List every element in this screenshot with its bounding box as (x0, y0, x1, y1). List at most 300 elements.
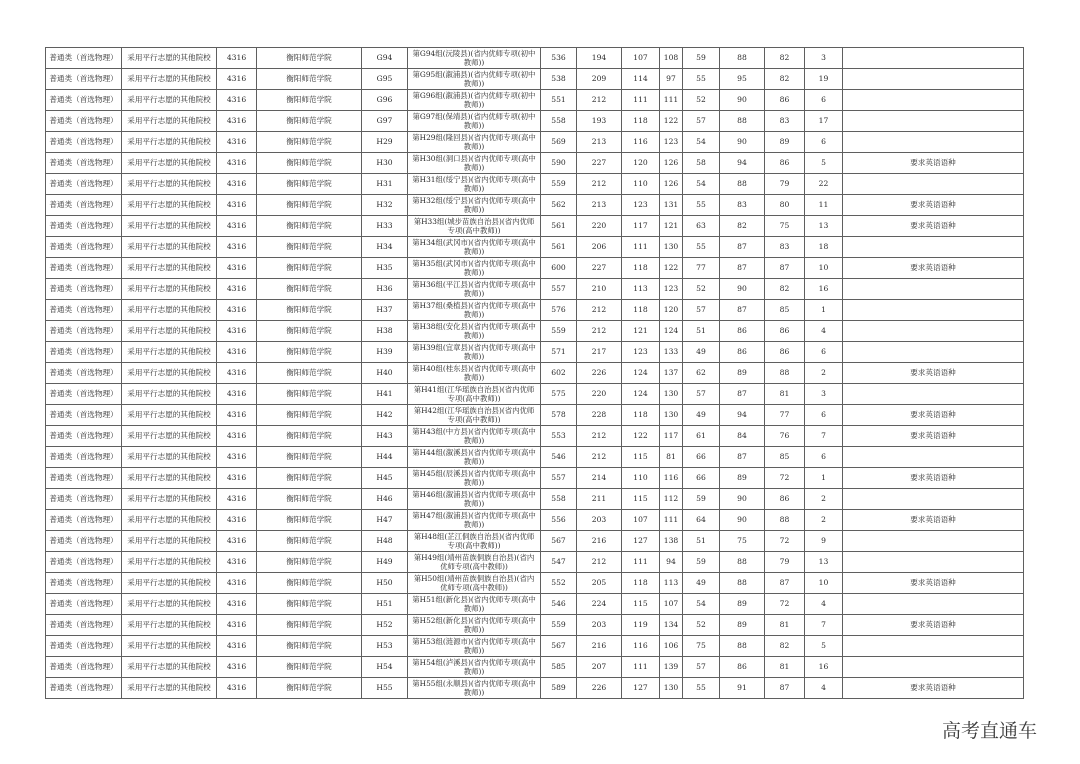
category-cell: 普通类（首选物理） (46, 615, 122, 636)
score-d-cell: 57 (683, 657, 720, 678)
school-name-cell: 衡阳师范学院 (257, 279, 362, 300)
group-code-cell: H54 (362, 657, 408, 678)
note-cell: 要求英语语种 (843, 195, 1024, 216)
score-d-cell: 57 (683, 111, 720, 132)
category-cell: 普通类（首选物理） (46, 510, 122, 531)
group-code-cell: G94 (362, 48, 408, 69)
category-cell: 普通类（首选物理） (46, 468, 122, 489)
note-cell (843, 321, 1024, 342)
note-cell (843, 636, 1024, 657)
school-name-cell: 衡阳师范学院 (257, 111, 362, 132)
score-c-cell: 106 (660, 636, 683, 657)
score-b-cell: 107 (622, 510, 660, 531)
batch-cell: 采用平行志愿的其他院校 (122, 279, 217, 300)
group-name-cell: 第H33组(城步苗族自治县)(省内优师专项(高中教师)) (408, 216, 541, 237)
count-cell: 3 (805, 384, 843, 405)
score-b-cell: 122 (622, 426, 660, 447)
score-f-cell: 72 (765, 594, 805, 615)
score-e-cell: 94 (720, 405, 765, 426)
batch-cell: 采用平行志愿的其他院校 (122, 342, 217, 363)
school-code-cell: 4316 (217, 447, 257, 468)
score-f-cell: 85 (765, 300, 805, 321)
group-name-cell: 第H39组(宜章县)(省内优师专项(高中教师)) (408, 342, 541, 363)
score-d-cell: 52 (683, 615, 720, 636)
total-score-cell: 567 (541, 636, 577, 657)
score-b-cell: 118 (622, 258, 660, 279)
score-b-cell: 110 (622, 174, 660, 195)
school-name-cell: 衡阳师范学院 (257, 321, 362, 342)
total-score-cell: 553 (541, 426, 577, 447)
score-b-cell: 118 (622, 405, 660, 426)
batch-cell: 采用平行志愿的其他院校 (122, 510, 217, 531)
group-code-cell: H47 (362, 510, 408, 531)
school-code-cell: 4316 (217, 594, 257, 615)
score-c-cell: 131 (660, 195, 683, 216)
note-cell (843, 174, 1024, 195)
group-code-cell: H49 (362, 552, 408, 573)
category-cell: 普通类（首选物理） (46, 111, 122, 132)
group-code-cell: H29 (362, 132, 408, 153)
school-name-cell: 衡阳师范学院 (257, 363, 362, 384)
total-score-cell: 546 (541, 594, 577, 615)
category-cell: 普通类（首选物理） (46, 153, 122, 174)
category-cell: 普通类（首选物理） (46, 594, 122, 615)
note-cell (843, 594, 1024, 615)
table-row (46, 363, 1024, 384)
group-name-cell: 第H45组(辰溪县)(省内优师专项(高中教师)) (408, 468, 541, 489)
count-cell: 3 (805, 48, 843, 69)
score-c-cell: 123 (660, 132, 683, 153)
score-e-cell: 83 (720, 195, 765, 216)
score-d-cell: 75 (683, 636, 720, 657)
table-row (46, 510, 1024, 531)
score-a-cell: 212 (577, 174, 622, 195)
score-e-cell: 87 (720, 237, 765, 258)
score-b-cell: 124 (622, 363, 660, 384)
table-row (46, 90, 1024, 111)
score-f-cell: 87 (765, 258, 805, 279)
score-c-cell: 123 (660, 279, 683, 300)
category-cell: 普通类（首选物理） (46, 489, 122, 510)
score-f-cell: 86 (765, 153, 805, 174)
total-score-cell: 551 (541, 90, 577, 111)
school-code-cell: 4316 (217, 468, 257, 489)
note-cell: 要求英语语种 (843, 216, 1024, 237)
school-code-cell: 4316 (217, 426, 257, 447)
school-code-cell: 4316 (217, 678, 257, 699)
total-score-cell: 557 (541, 468, 577, 489)
school-name-cell: 衡阳师范学院 (257, 384, 362, 405)
score-c-cell: 94 (660, 552, 683, 573)
batch-cell: 采用平行志愿的其他院校 (122, 174, 217, 195)
score-c-cell: 124 (660, 321, 683, 342)
group-name-cell: 第H53组(涟源市)(省内优师专项(高中教师)) (408, 636, 541, 657)
total-score-cell: 571 (541, 342, 577, 363)
school-code-cell: 4316 (217, 321, 257, 342)
count-cell: 16 (805, 279, 843, 300)
score-c-cell: 97 (660, 69, 683, 90)
count-cell: 6 (805, 342, 843, 363)
note-cell (843, 447, 1024, 468)
score-c-cell: 130 (660, 384, 683, 405)
score-f-cell: 79 (765, 174, 805, 195)
table-row (46, 174, 1024, 195)
category-cell: 普通类（首选物理） (46, 678, 122, 699)
total-score-cell: 589 (541, 678, 577, 699)
count-cell: 6 (805, 90, 843, 111)
category-cell: 普通类（首选物理） (46, 552, 122, 573)
score-f-cell: 82 (765, 48, 805, 69)
score-d-cell: 57 (683, 384, 720, 405)
category-cell: 普通类（首选物理） (46, 426, 122, 447)
group-code-cell: H32 (362, 195, 408, 216)
score-a-cell: 220 (577, 216, 622, 237)
table-row (46, 321, 1024, 342)
score-f-cell: 88 (765, 363, 805, 384)
count-cell: 6 (805, 447, 843, 468)
batch-cell: 采用平行志愿的其他院校 (122, 132, 217, 153)
score-d-cell: 66 (683, 468, 720, 489)
score-a-cell: 228 (577, 405, 622, 426)
group-name-cell: 第H35组(武冈市)(省内优师专项(高中教师)) (408, 258, 541, 279)
score-a-cell: 212 (577, 552, 622, 573)
score-e-cell: 90 (720, 489, 765, 510)
group-code-cell: G95 (362, 69, 408, 90)
table-row (46, 426, 1024, 447)
score-f-cell: 72 (765, 468, 805, 489)
group-code-cell: G97 (362, 111, 408, 132)
score-a-cell: 194 (577, 48, 622, 69)
score-c-cell: 130 (660, 237, 683, 258)
score-a-cell: 226 (577, 363, 622, 384)
score-b-cell: 117 (622, 216, 660, 237)
school-code-cell: 4316 (217, 195, 257, 216)
category-cell: 普通类（首选物理） (46, 90, 122, 111)
school-code-cell: 4316 (217, 174, 257, 195)
score-d-cell: 49 (683, 405, 720, 426)
group-code-cell: H38 (362, 321, 408, 342)
score-f-cell: 88 (765, 510, 805, 531)
score-d-cell: 51 (683, 531, 720, 552)
table-row (46, 132, 1024, 153)
category-cell: 普通类（首选物理） (46, 531, 122, 552)
group-name-cell: 第H52组(新化县)(省内优师专项(高中教师)) (408, 615, 541, 636)
category-cell: 普通类（首选物理） (46, 363, 122, 384)
table-row (46, 237, 1024, 258)
score-d-cell: 59 (683, 48, 720, 69)
score-e-cell: 89 (720, 594, 765, 615)
total-score-cell: 558 (541, 111, 577, 132)
note-cell (843, 69, 1024, 90)
table-row (46, 468, 1024, 489)
group-name-cell: 第H32组(绥宁县)(省内优师专项(高中教师)) (408, 195, 541, 216)
score-a-cell: 213 (577, 195, 622, 216)
note-cell (843, 489, 1024, 510)
batch-cell: 采用平行志愿的其他院校 (122, 237, 217, 258)
category-cell: 普通类（首选物理） (46, 69, 122, 90)
table-body (46, 48, 1024, 699)
score-f-cell: 83 (765, 111, 805, 132)
category-cell: 普通类（首选物理） (46, 300, 122, 321)
total-score-cell: 538 (541, 69, 577, 90)
count-cell: 13 (805, 216, 843, 237)
score-b-cell: 114 (622, 69, 660, 90)
score-d-cell: 52 (683, 90, 720, 111)
score-c-cell: 130 (660, 405, 683, 426)
batch-cell: 采用平行志愿的其他院校 (122, 300, 217, 321)
school-name-cell: 衡阳师范学院 (257, 174, 362, 195)
total-score-cell: 561 (541, 237, 577, 258)
count-cell: 4 (805, 321, 843, 342)
total-score-cell: 562 (541, 195, 577, 216)
note-cell (843, 237, 1024, 258)
score-c-cell: 134 (660, 615, 683, 636)
table-row (46, 573, 1024, 594)
batch-cell: 采用平行志愿的其他院校 (122, 321, 217, 342)
school-name-cell: 衡阳师范学院 (257, 615, 362, 636)
score-a-cell: 217 (577, 342, 622, 363)
score-f-cell: 82 (765, 279, 805, 300)
score-a-cell: 227 (577, 258, 622, 279)
note-cell (843, 90, 1024, 111)
school-name-cell: 衡阳师范学院 (257, 678, 362, 699)
total-score-cell: 561 (541, 216, 577, 237)
score-e-cell: 86 (720, 657, 765, 678)
table-row (46, 279, 1024, 300)
score-b-cell: 127 (622, 678, 660, 699)
score-a-cell: 210 (577, 279, 622, 300)
score-a-cell: 206 (577, 237, 622, 258)
score-d-cell: 54 (683, 174, 720, 195)
score-e-cell: 89 (720, 615, 765, 636)
table-row (46, 405, 1024, 426)
group-name-cell: 第H49组(靖州苗族侗族自治县)(省内优师专项(高中教师)) (408, 552, 541, 573)
school-name-cell: 衡阳师范学院 (257, 195, 362, 216)
score-a-cell: 193 (577, 111, 622, 132)
score-e-cell: 88 (720, 636, 765, 657)
score-b-cell: 111 (622, 552, 660, 573)
score-f-cell: 81 (765, 657, 805, 678)
total-score-cell: 575 (541, 384, 577, 405)
score-b-cell: 115 (622, 489, 660, 510)
group-name-cell: 第H55组(永顺县)(省内优师专项(高中教师)) (408, 678, 541, 699)
category-cell: 普通类（首选物理） (46, 174, 122, 195)
group-code-cell: H44 (362, 447, 408, 468)
total-score-cell: 590 (541, 153, 577, 174)
batch-cell: 采用平行志愿的其他院校 (122, 426, 217, 447)
note-cell: 要求英语语种 (843, 678, 1024, 699)
count-cell: 16 (805, 657, 843, 678)
score-f-cell: 89 (765, 132, 805, 153)
group-code-cell: H50 (362, 573, 408, 594)
score-b-cell: 111 (622, 657, 660, 678)
score-a-cell: 212 (577, 426, 622, 447)
batch-cell: 采用平行志愿的其他院校 (122, 153, 217, 174)
school-code-cell: 4316 (217, 657, 257, 678)
score-a-cell: 220 (577, 384, 622, 405)
batch-cell: 采用平行志愿的其他院校 (122, 384, 217, 405)
category-cell: 普通类（首选物理） (46, 258, 122, 279)
school-name-cell: 衡阳师范学院 (257, 573, 362, 594)
score-a-cell: 203 (577, 615, 622, 636)
score-f-cell: 87 (765, 573, 805, 594)
score-f-cell: 83 (765, 237, 805, 258)
batch-cell: 采用平行志愿的其他院校 (122, 447, 217, 468)
score-c-cell: 111 (660, 510, 683, 531)
score-b-cell: 115 (622, 447, 660, 468)
score-c-cell: 112 (660, 489, 683, 510)
note-cell (843, 132, 1024, 153)
school-name-cell: 衡阳师范学院 (257, 447, 362, 468)
group-name-cell: 第H51组(新化县)(省内优师专项(高中教师)) (408, 594, 541, 615)
total-score-cell: 559 (541, 174, 577, 195)
category-cell: 普通类（首选物理） (46, 195, 122, 216)
admission-score-table (45, 47, 1024, 699)
school-name-cell: 衡阳师范学院 (257, 531, 362, 552)
group-name-cell: 第H37组(桑植县)(省内优师专项(高中教师)) (408, 300, 541, 321)
category-cell: 普通类（首选物理） (46, 636, 122, 657)
score-b-cell: 116 (622, 636, 660, 657)
score-e-cell: 95 (720, 69, 765, 90)
score-d-cell: 64 (683, 510, 720, 531)
score-e-cell: 90 (720, 132, 765, 153)
score-e-cell: 88 (720, 111, 765, 132)
note-cell: 要求英语语种 (843, 153, 1024, 174)
group-code-cell: H30 (362, 153, 408, 174)
score-d-cell: 66 (683, 447, 720, 468)
count-cell: 7 (805, 426, 843, 447)
note-cell (843, 552, 1024, 573)
category-cell: 普通类（首选物理） (46, 132, 122, 153)
score-c-cell: 117 (660, 426, 683, 447)
score-e-cell: 91 (720, 678, 765, 699)
score-d-cell: 59 (683, 552, 720, 573)
score-d-cell: 49 (683, 342, 720, 363)
group-name-cell: 第H40组(桂东县)(省内优师专项(高中教师)) (408, 363, 541, 384)
score-b-cell: 118 (622, 573, 660, 594)
score-f-cell: 80 (765, 195, 805, 216)
total-score-cell: 600 (541, 258, 577, 279)
table-row (46, 447, 1024, 468)
school-code-cell: 4316 (217, 573, 257, 594)
table-row (46, 153, 1024, 174)
score-e-cell: 88 (720, 174, 765, 195)
group-code-cell: H45 (362, 468, 408, 489)
score-e-cell: 89 (720, 363, 765, 384)
score-c-cell: 113 (660, 573, 683, 594)
group-code-cell: H48 (362, 531, 408, 552)
total-score-cell: 585 (541, 657, 577, 678)
total-score-cell: 602 (541, 363, 577, 384)
score-a-cell: 207 (577, 657, 622, 678)
score-c-cell: 120 (660, 300, 683, 321)
score-f-cell: 81 (765, 384, 805, 405)
school-name-cell: 衡阳师范学院 (257, 426, 362, 447)
batch-cell: 采用平行志愿的其他院校 (122, 90, 217, 111)
school-name-cell: 衡阳师范学院 (257, 258, 362, 279)
count-cell: 13 (805, 552, 843, 573)
batch-cell: 采用平行志愿的其他院校 (122, 657, 217, 678)
group-name-cell: 第H54组(泸溪县)(省内优师专项(高中教师)) (408, 657, 541, 678)
count-cell: 6 (805, 405, 843, 426)
school-code-cell: 4316 (217, 363, 257, 384)
group-name-cell: 第H50组(靖州苗族侗族自治县)(省内优师专项(高中教师)) (408, 573, 541, 594)
group-code-cell: H53 (362, 636, 408, 657)
total-score-cell: 556 (541, 510, 577, 531)
score-c-cell: 122 (660, 111, 683, 132)
score-d-cell: 54 (683, 132, 720, 153)
category-cell: 普通类（首选物理） (46, 216, 122, 237)
group-name-cell: 第H38组(安化县)(省内优师专项(高中教师)) (408, 321, 541, 342)
score-a-cell: 227 (577, 153, 622, 174)
group-code-cell: H41 (362, 384, 408, 405)
school-code-cell: 4316 (217, 615, 257, 636)
group-code-cell: H42 (362, 405, 408, 426)
batch-cell: 采用平行志愿的其他院校 (122, 258, 217, 279)
score-e-cell: 84 (720, 426, 765, 447)
count-cell: 11 (805, 195, 843, 216)
category-cell: 普通类（首选物理） (46, 657, 122, 678)
count-cell: 6 (805, 132, 843, 153)
batch-cell: 采用平行志愿的其他院校 (122, 216, 217, 237)
score-c-cell: 130 (660, 678, 683, 699)
score-b-cell: 113 (622, 279, 660, 300)
score-b-cell: 115 (622, 594, 660, 615)
group-code-cell: H52 (362, 615, 408, 636)
score-f-cell: 72 (765, 531, 805, 552)
group-code-cell: H37 (362, 300, 408, 321)
group-name-cell: 第G95组(溆浦县)(省内优师专项(初中教师)) (408, 69, 541, 90)
count-cell: 5 (805, 153, 843, 174)
score-a-cell: 226 (577, 678, 622, 699)
group-code-cell: H35 (362, 258, 408, 279)
score-b-cell: 124 (622, 384, 660, 405)
total-score-cell: 576 (541, 300, 577, 321)
batch-cell: 采用平行志愿的其他院校 (122, 405, 217, 426)
batch-cell: 采用平行志愿的其他院校 (122, 489, 217, 510)
group-name-cell: 第G96组(溆浦县)(省内优师专项(初中教师)) (408, 90, 541, 111)
group-name-cell: 第H48组(芷江侗族自治县)(省内优师专项(高中教师)) (408, 531, 541, 552)
score-a-cell: 212 (577, 90, 622, 111)
group-name-cell: 第H31组(绥宁县)(省内优师专项(高中教师)) (408, 174, 541, 195)
score-a-cell: 216 (577, 531, 622, 552)
score-f-cell: 76 (765, 426, 805, 447)
score-b-cell: 121 (622, 321, 660, 342)
score-e-cell: 87 (720, 300, 765, 321)
group-name-cell: 第H29组(隆回县)(省内优师专项(高中教师)) (408, 132, 541, 153)
school-name-cell: 衡阳师范学院 (257, 216, 362, 237)
group-code-cell: G96 (362, 90, 408, 111)
school-name-cell: 衡阳师范学院 (257, 300, 362, 321)
score-e-cell: 87 (720, 447, 765, 468)
score-d-cell: 52 (683, 279, 720, 300)
batch-cell: 采用平行志愿的其他院校 (122, 195, 217, 216)
score-e-cell: 90 (720, 90, 765, 111)
score-e-cell: 90 (720, 279, 765, 300)
score-f-cell: 85 (765, 447, 805, 468)
count-cell: 1 (805, 468, 843, 489)
table-row (46, 111, 1024, 132)
batch-cell: 采用平行志愿的其他院校 (122, 636, 217, 657)
table-row (46, 615, 1024, 636)
school-code-cell: 4316 (217, 237, 257, 258)
score-b-cell: 118 (622, 300, 660, 321)
school-code-cell: 4316 (217, 132, 257, 153)
total-score-cell: 546 (541, 447, 577, 468)
score-b-cell: 118 (622, 111, 660, 132)
note-cell (843, 48, 1024, 69)
group-code-cell: H31 (362, 174, 408, 195)
